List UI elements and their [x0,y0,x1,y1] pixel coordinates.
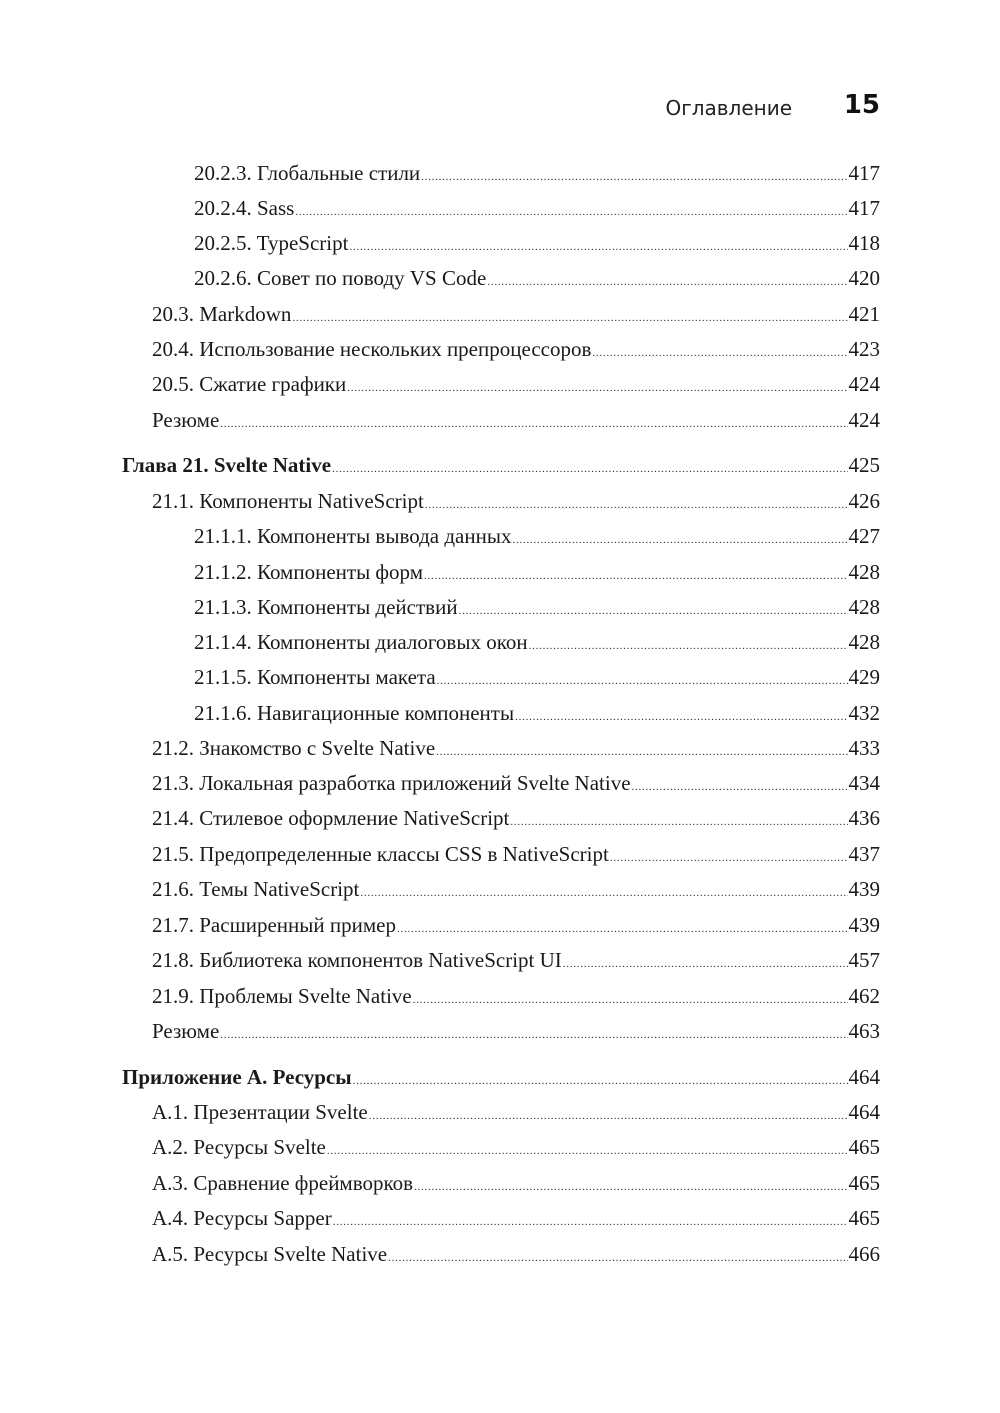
toc-entry [152,944,880,976]
dot-leader [610,838,848,874]
dot-leader [529,626,848,662]
dot-leader [397,909,848,945]
dot-leader [349,227,847,263]
toc-entry [152,485,880,517]
toc-entry-page: 439 [848,913,880,937]
toc-entry-title: 20.2.3. Глобальные стили [194,161,421,185]
dot-leader [220,1015,847,1051]
dot-leader [414,1167,847,1203]
toc-entry-title: А.2. Ресурсы Svelte [152,1135,326,1159]
toc-entry-title: Резюме [152,1019,220,1043]
dot-leader [413,980,848,1016]
toc-entry-page: 428 [848,595,880,619]
toc-entry [152,1015,880,1047]
toc-entry [152,732,880,764]
toc-entry-title: А.5. Ресурсы Svelte Native [152,1242,388,1266]
toc-entry-page: 418 [848,231,880,255]
dot-leader [347,368,847,404]
dot-leader [424,556,847,592]
toc-entry [152,838,880,870]
toc-entry-title: 21.5. Предопределенные классы CSS в NativeScript [152,842,609,866]
dot-leader [459,591,848,627]
toc-entry-title: 21.1.6. Навигационные компоненты [194,701,515,725]
toc-entry-title: 20.2.4. Sass [194,196,295,220]
toc-entry-title: Резюме [152,408,220,432]
toc-entry [194,556,880,588]
toc-entry-title: Приложение А. Ресурсы [122,1065,352,1089]
toc-entry [194,661,880,693]
toc-entry [152,1096,880,1128]
toc-entry [194,157,880,189]
toc-entry [152,1167,880,1199]
dot-leader [388,1238,847,1274]
dot-leader [592,333,847,369]
toc-entry [152,368,880,400]
toc-entry-title: 20.4. Использование нескольких препроцессоров [152,337,592,361]
toc-entry-title: 20.2.5. TypeScript [194,231,349,255]
toc-entry-title: 21.1. Компоненты NativeScript [152,489,424,513]
toc-entry-page: 424 [848,372,880,396]
dot-leader [220,404,847,440]
toc-entry-page: 464 [848,1065,880,1089]
toc-entry [152,1238,880,1270]
toc-entry [152,873,880,905]
toc-entry-page: 462 [848,984,880,1008]
dot-leader [563,944,848,980]
toc-entry [152,980,880,1012]
dot-leader [487,262,847,298]
toc-entry-page: 434 [848,771,880,795]
toc-entry-page: 417 [848,161,880,185]
toc-entry-title: 21.3. Локальная разработка приложений Svelte Native [152,771,631,795]
toc-entry-page: 426 [848,489,880,513]
toc-entry-page: 428 [848,560,880,584]
toc-entry [194,520,880,552]
dot-leader [425,485,848,521]
toc-entry [194,192,880,224]
toc-entry-title: А.3. Сравнение фреймворков [152,1171,414,1195]
toc-entry-title: 21.1.5. Компоненты макета [194,665,436,689]
toc-chapter-entry [122,449,880,481]
toc-entry-title: 20.3. Markdown [152,302,292,326]
toc-entry-title: 21.4. Стилевое оформление NativeScript [152,806,510,830]
toc-entry-page: 428 [848,630,880,654]
toc-entry-page: 437 [848,842,880,866]
dot-leader [421,157,847,193]
running-header [0,90,880,130]
dot-leader [333,1202,848,1238]
dot-leader [512,520,847,556]
toc-entry-title: 21.9. Проблемы Svelte Native [152,984,412,1008]
toc-entry-page: 433 [848,736,880,760]
toc-entry-title: 21.1.1. Компоненты вывода данных [194,524,512,548]
toc-entry-page: 465 [848,1171,880,1195]
toc-entry-title: 20.2.6. Совет по поводу VS Code [194,266,487,290]
toc-entry-page: 463 [848,1019,880,1043]
toc-entry [152,1202,880,1234]
dot-leader [292,298,847,334]
toc-entry [152,802,880,834]
toc-entry [152,333,880,365]
toc-entry [194,262,880,294]
toc-entry-title: А.1. Презентации Svelte [152,1100,368,1124]
toc-entry [152,404,880,436]
toc-entry [194,591,880,623]
toc-entry-page: 464 [848,1100,880,1124]
dot-leader [353,1061,848,1097]
header-title: Оглавление [665,96,792,120]
toc-entry [152,909,880,941]
toc-entry [152,1131,880,1163]
dot-leader [510,802,847,838]
dot-leader [369,1096,848,1132]
toc-entry-title: А.4. Ресурсы Sapper [152,1206,332,1230]
toc-entry-page: 465 [848,1135,880,1159]
toc-entry [194,227,880,259]
toc-entry [194,697,880,729]
toc-entry-page: 423 [848,337,880,361]
dot-leader [632,767,848,803]
toc-entry-title: 21.1.2. Компоненты форм [194,560,424,584]
toc-entry [152,298,880,330]
toc-entry [194,626,880,658]
toc-entry-page: 429 [848,665,880,689]
dot-leader [332,449,847,485]
dot-leader [295,192,847,228]
toc-entry-page: 436 [848,806,880,830]
toc-chapter-entry [122,1061,880,1093]
dot-leader [437,661,848,697]
toc-entry-title: Глава 21. Svelte Native [122,453,332,477]
toc-entry-title: 21.6. Темы NativeScript [152,877,360,901]
toc-entry-title: 21.8. Библиотека компонентов NativeScript UI [152,948,562,972]
page-number: 15 [843,90,880,120]
dot-leader [515,697,847,733]
toc-entry-page: 427 [848,524,880,548]
toc-entry-page: 457 [848,948,880,972]
toc-entry-title: 21.7. Расширенный пример [152,913,396,937]
toc-entry-page: 432 [848,701,880,725]
toc-entry-page: 417 [848,196,880,220]
toc-entry-title: 21.1.3. Компоненты действий [194,595,458,619]
toc-entry-page: 465 [848,1206,880,1230]
toc-entry-title: 21.1.4. Компоненты диалоговых окон [194,630,528,654]
toc-entry-page: 424 [848,408,880,432]
toc-entry-title: 20.5. Сжатие графики [152,372,347,396]
toc-entry [152,767,880,799]
toc-entry-page: 425 [848,453,880,477]
dot-leader [360,873,847,909]
dot-leader [327,1131,848,1167]
toc-entry-page: 420 [848,266,880,290]
dot-leader [436,732,847,768]
toc-entry-page: 439 [848,877,880,901]
toc-entry-page: 466 [848,1242,880,1266]
toc-entry-title: 21.2. Знакомство с Svelte Native [152,736,436,760]
toc-entry-page: 421 [848,302,880,326]
